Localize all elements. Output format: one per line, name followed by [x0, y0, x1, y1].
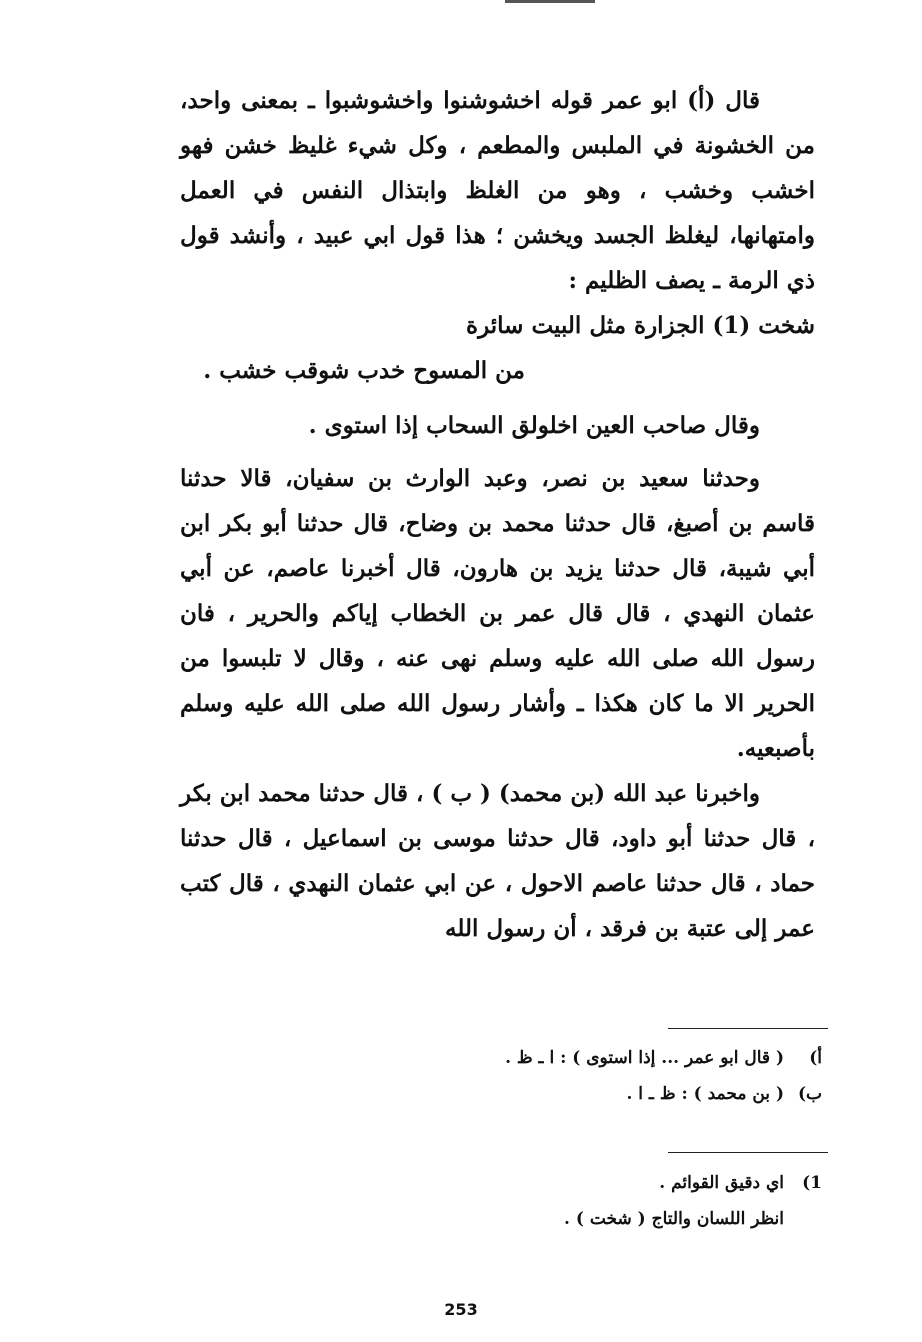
footnotes-letters: [360, 1040, 822, 1112]
footnote-1-continuation: انظر اللسان والتاج ( شخت ) .: [564, 1209, 784, 1229]
footnote-a: [360, 1040, 822, 1076]
footnotes-numbers: [360, 1165, 822, 1237]
verse-line-1: شخت (1) الجزارة مثل البيت سائرة: [466, 312, 815, 339]
paragraph-3: وحدثنا سعيد بن نصر، وعبد الوارث بن سفيان، قالا حدثنا قاسم بن أصبغ، قال حدثنا محمد بن وضاح، قال حدثنا أبو بكر ابن أبي شيبة، قال حدثنا يزيد بن هارون، قال أخبرنا عاصم، عن أبي عثمان النهدي ، قال قال عمر بن الخطاب إياكم والحرير ، فان رسول الله صلى الله عليه وسلم نهى عنه ، وقال لا تلبسوا من الحرير الا ما كان هكذا ـ وأشار رسول الله صلى الله عليه وسلم بأصبعيه.: [180, 465, 815, 762]
footnote-1: [360, 1165, 822, 1201]
verse-line-2: من المسوح خدب شوقب خشب .: [203, 357, 525, 384]
footnote-text: ( قال ابو عمر ... إذا استوى ) : ا ـ ظ .: [505, 1048, 784, 1068]
main-text: [180, 78, 815, 951]
footnote-b: [360, 1076, 822, 1112]
paragraph-2: وقال صاحب العين اخلولق السحاب إذا استوى .: [308, 412, 760, 439]
paragraph-1: قال (أ) ابو عمر قوله اخشوشنوا واخشوشبوا ـ بمعنى واحد، من الخشونة في الملبس والمطعم ، وكل شيء غليظ خشن فهو اخشب وخشب ، وهو من الغلظ وابتذال النفس في العمل وامتهانها، ليغلظ الجسد ويخشن ؛ هذا قول ابي عبيد ، وأنشد قول ذي الرمة ـ يصف الظليم :: [180, 87, 815, 294]
footnote-text: اي دقيق القوائم .: [659, 1173, 784, 1193]
footnote-divider-2: [668, 1152, 828, 1153]
top-edge-mark: [505, 0, 595, 3]
paragraph-4: واخبرنا عبد الله (بن محمد) ( ب ) ، قال حدثنا محمد ابن بكر ، قال حدثنا أبو داود، قال حدثنا موسى بن اسماعيل ، قال حدثنا حماد ، قال حدثنا عاصم الاحول ، عن ابي عثمان النهدي ، قال كتب عمر إلى عتبة بن فرقد ، أن رسول الله: [180, 780, 815, 942]
footnote-divider-1: [668, 1028, 828, 1029]
footnote-marker: 1): [802, 1173, 822, 1193]
footnote-marker: ب): [797, 1084, 822, 1104]
footnote-marker: أ): [809, 1048, 822, 1068]
page-number: 253: [444, 1300, 478, 1319]
footnote-text: ( بن محمد ) : ظ ـ ا .: [626, 1084, 784, 1104]
